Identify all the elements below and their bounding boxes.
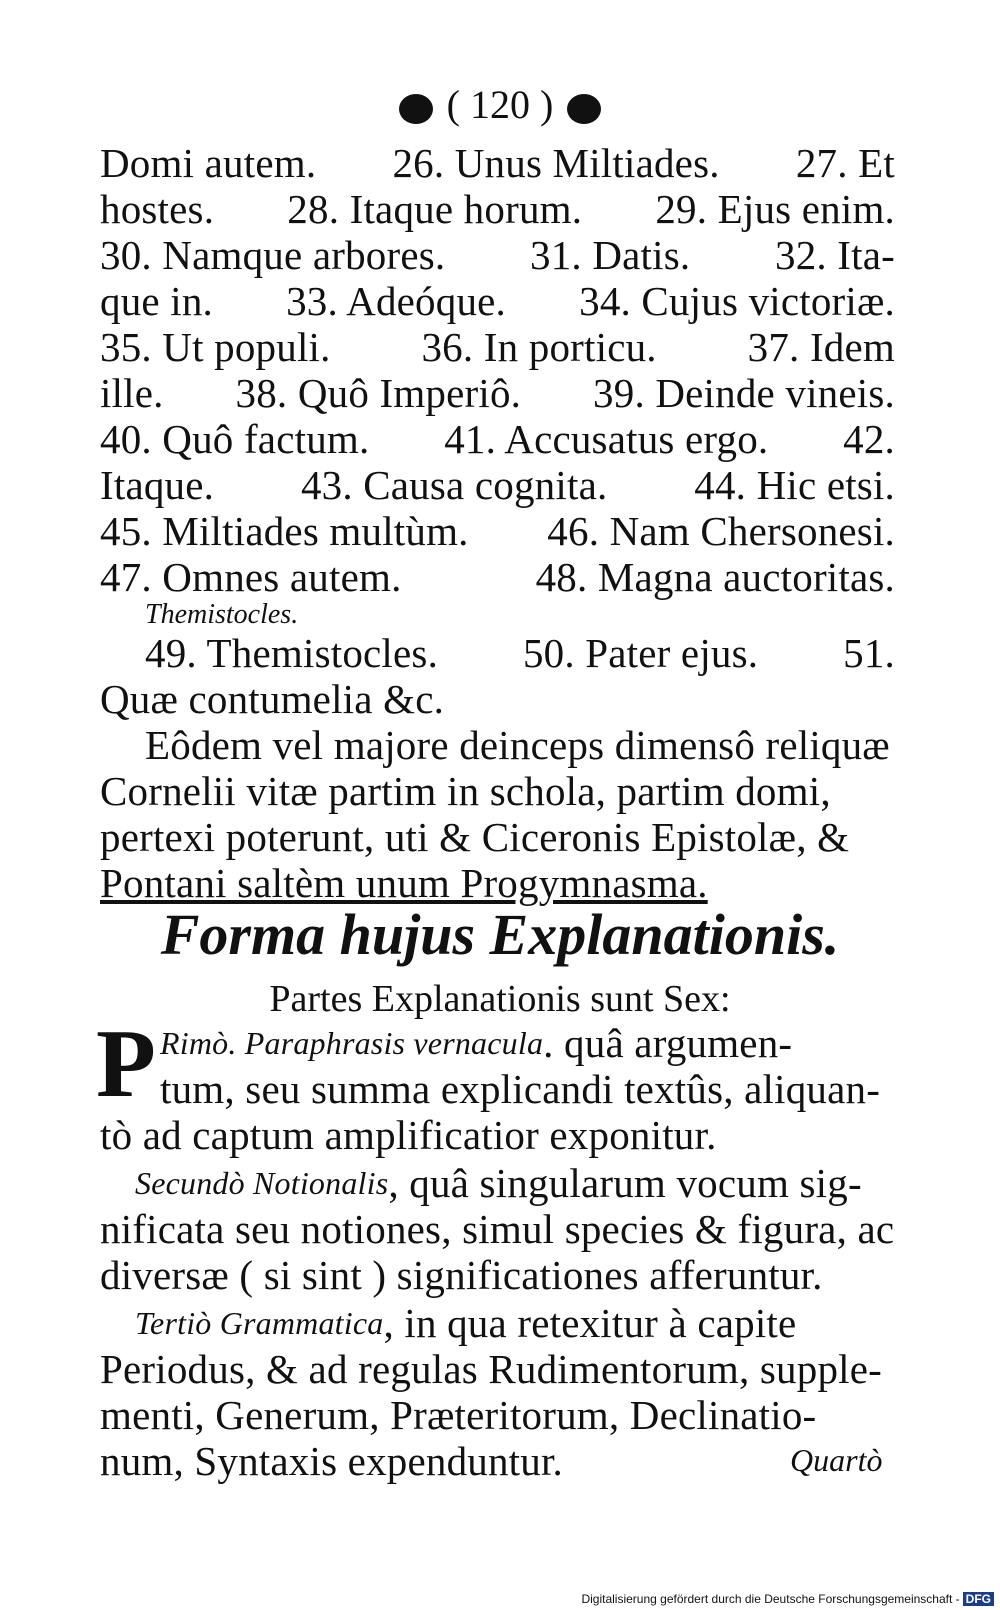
ornament-right-icon [567,94,601,124]
text-line: 45. Miltiades multùm. 46. Nam Chersonesi. [100,508,895,554]
text-line: 49. Themistocles. 50. Pater ejus. 51. [145,630,895,676]
section-title: Forma hujus Explanationis. [160,902,840,967]
digitization-credit: Digitalisierung gefördert durch die Deutsche Forschungsgemeinschaft - DFG [581,1592,994,1606]
text-line: Secundò Notionalis , quâ singularum vocum sig- [135,1160,862,1206]
text-line: tò ad captum amplificatior exponitur. [100,1112,717,1158]
text-line: diversæ ( si sint ) significationes afferuntur. [100,1252,823,1298]
ornament-left-icon [399,94,433,124]
text-line: Domi autem. 26. Unus Miltiades. 27. Et [100,140,895,186]
text-line: Pontani saltèm unum Progymnasma. [100,860,708,906]
text-line: num, Syntaxis expenduntur. [100,1438,564,1484]
text-line: 40. Quô factum. 41. Accusatus ergo. 42. [100,416,895,462]
text-line: 30. Namque arbores. 31. Datis. 32. Ita- [100,232,895,278]
text-line: tum, seu summa explicandi textûs, aliquan- [160,1066,881,1112]
text-line: hostes. 28. Itaque horum. 29. Ejus enim. [100,186,895,232]
text-line: ille. 38. Quô Imperiô. 39. Deinde vineis. [100,370,895,416]
text-line: menti, Generum, Præteritorum, Declinatio- [100,1392,817,1438]
text-line: 35. Ut populi. 36. In porticu. 37. Idem [100,324,895,370]
text-line: Itaque. 43. Causa cognita. 44. Hic etsi. [100,462,895,508]
text-line: nificata seu notiones, simul species & figura, ac [100,1206,895,1252]
section-subhead: Themistocles. [145,599,299,630]
text-line: Rimò. Paraphrasis vernacula . quâ argumen- [160,1020,793,1066]
text-line: Tertiò Grammatica , in qua retexitur à capite [135,1300,797,1346]
page-number: ( 120 ) [446,82,554,127]
parts-heading: Partes Explanationis sunt Sex: [269,978,731,1020]
text-line: pertexi poterunt, uti & Ciceronis Epistolæ, & [100,814,850,860]
text-line: Eôdem vel majore deinceps dimensô reliquæ [145,722,890,768]
catchword: Quartò [790,1442,883,1478]
text-line: Periodus, & ad regulas Rudimentorum, supple- [100,1346,882,1392]
text-line: Quæ contumelia &c. [100,676,445,722]
text-line: que in. 33. Adeóque. 34. Cujus victoriæ. [100,278,895,324]
text-line: 47. Omnes autem. 48. Magna auctoritas. [100,554,895,600]
drop-cap: P [96,1010,156,1118]
dfg-logo-icon: DFG [963,1592,994,1606]
text-line: Cornelii vitæ partim in schola, partim domi, [100,768,831,814]
page-header [0,80,1000,130]
